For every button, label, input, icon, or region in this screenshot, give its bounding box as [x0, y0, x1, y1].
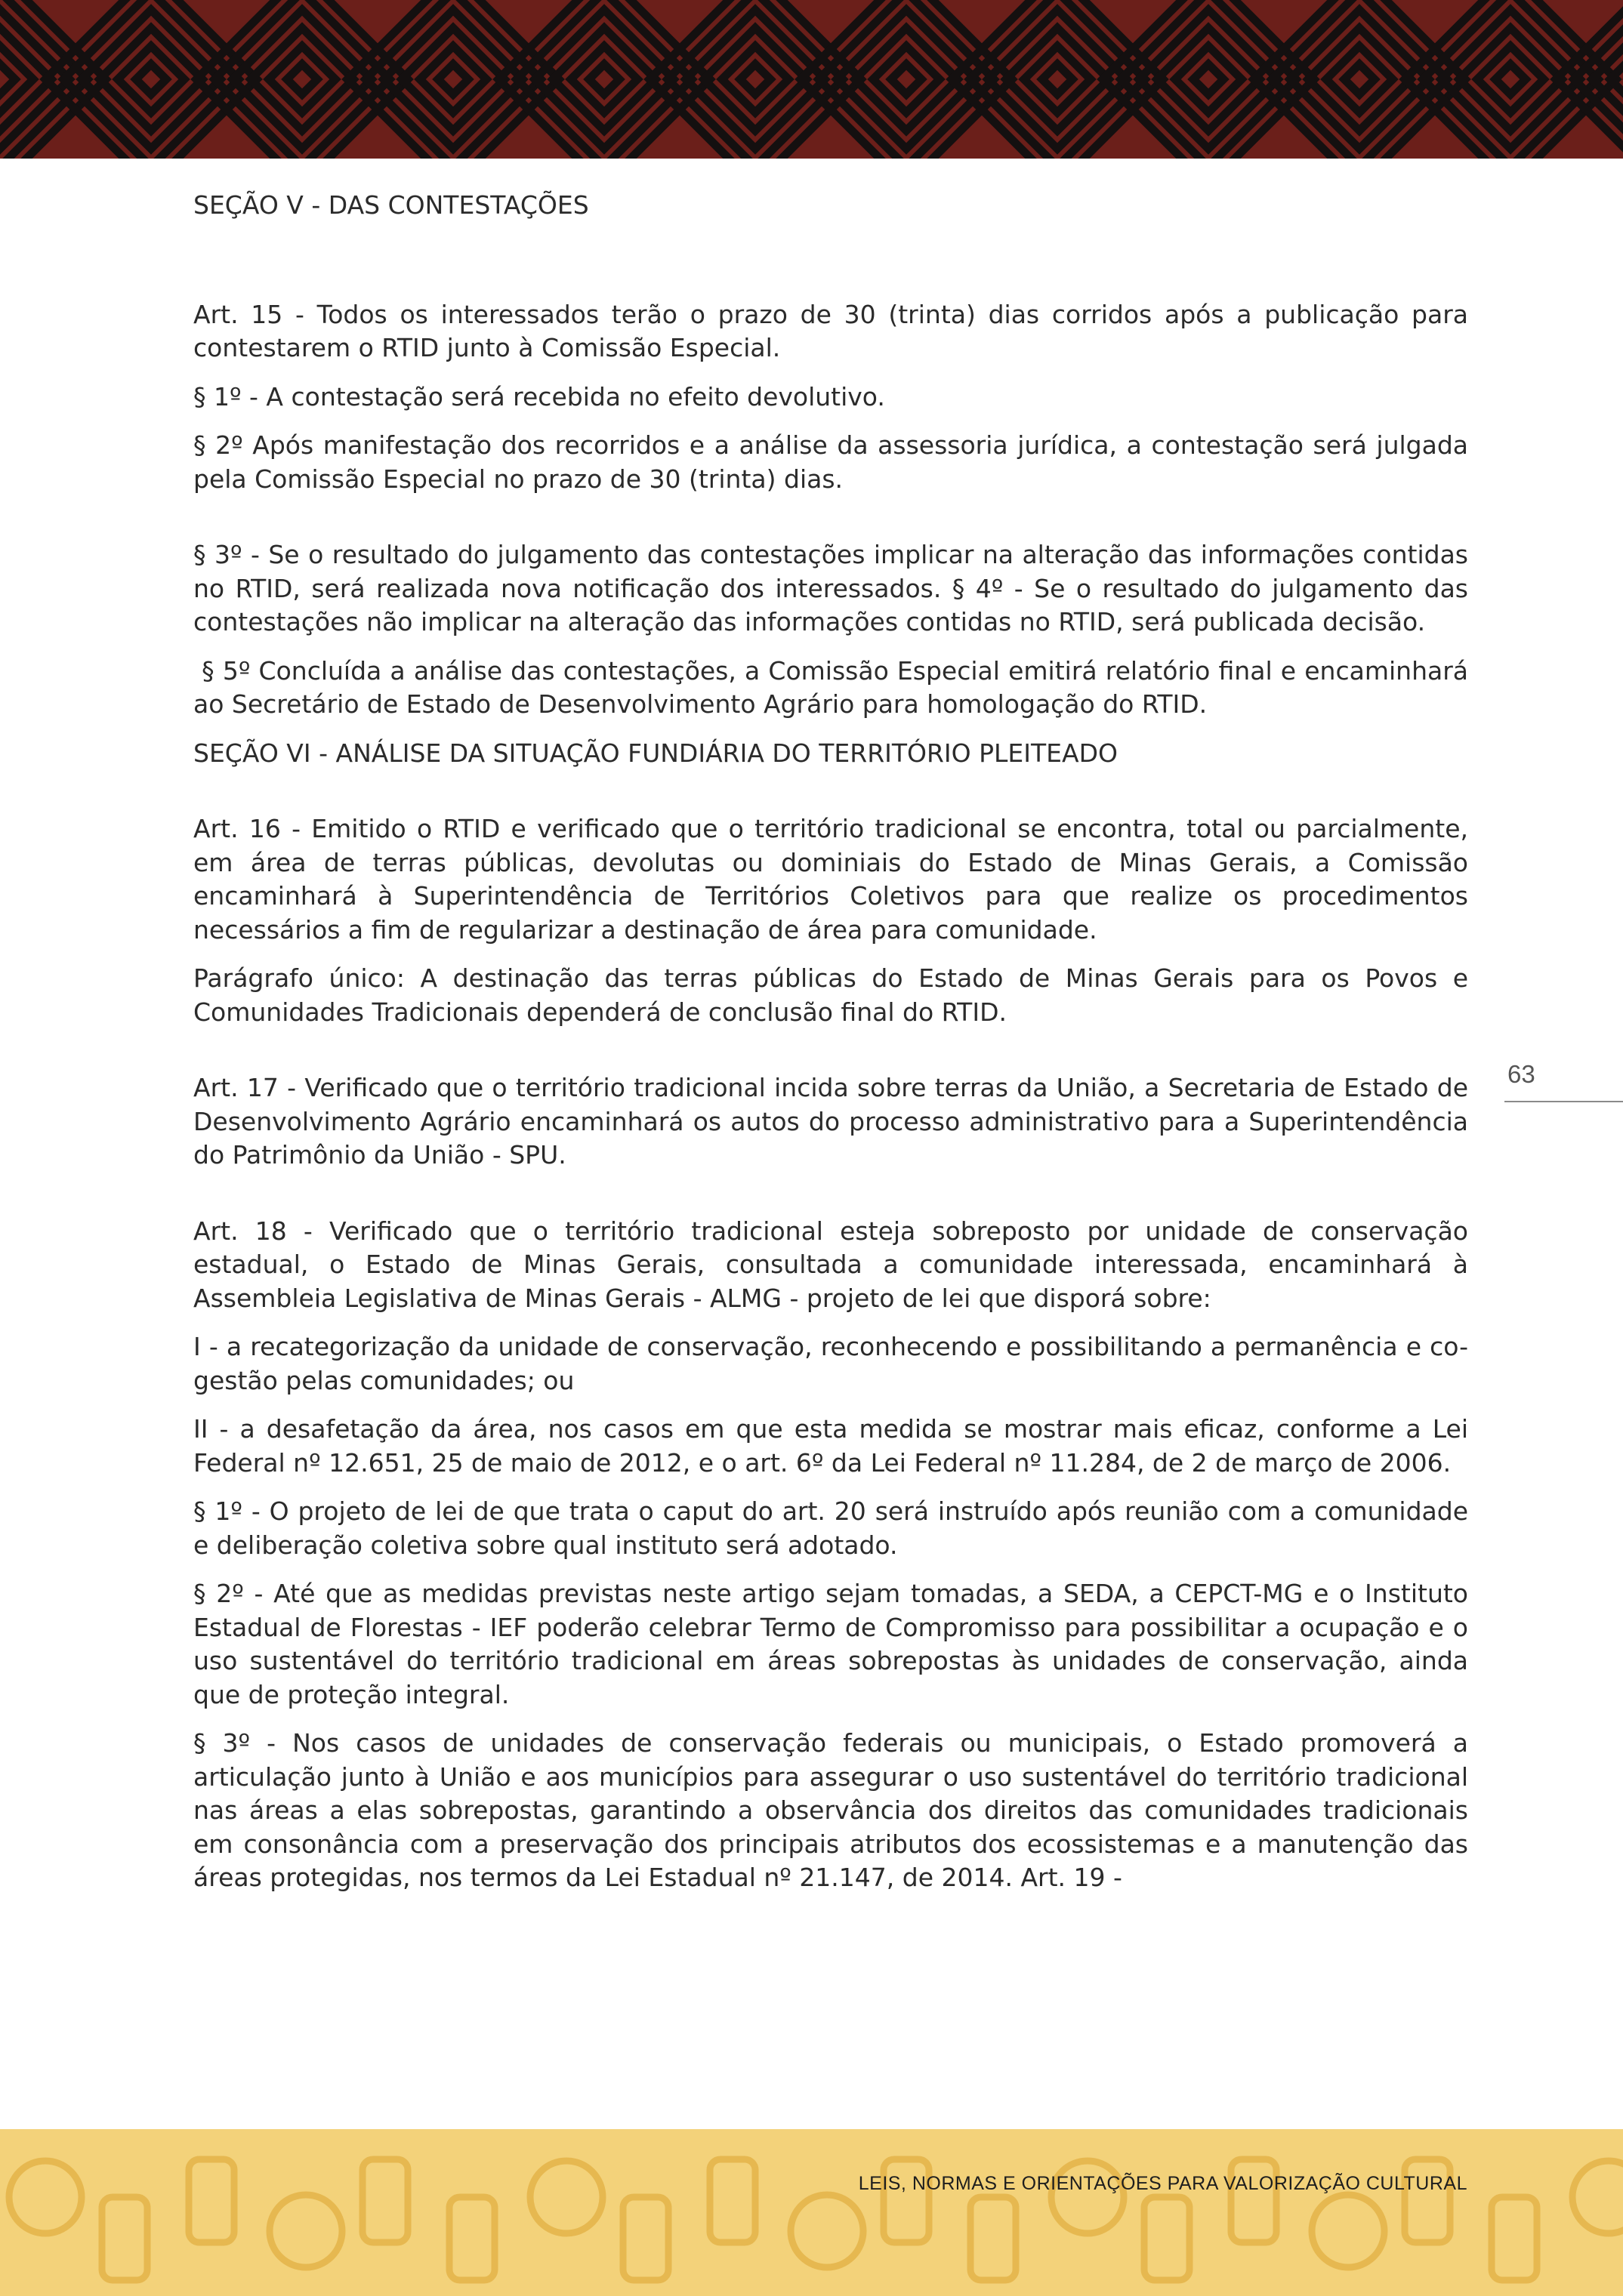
- article-15-paragraph-5: § 5º Concluída a análise das contestações, a Comissão Especial emitirá relatório final e encaminhará ao Secretário de Estado de Desenvolvimento Agrário para homologação do RTID.: [193, 655, 1476, 719]
- footer-glyph-pattern: [0, 2129, 1623, 2296]
- article-18-item-i: I - a recategorização da unidade de conservação, reconhecendo e possibilitando a permanência e co-gestão pelas comunidades; ou: [193, 1332, 1468, 1395]
- article-18: Art. 18 - Verificado que o território tradicional esteja sobreposto por unidade de conservação estadual, o Estado de Minas Gerais, consultada a comunidade interessada, encaminhará à Assembleia Legislativa de Minas Gerais - ALMG - projeto de lei que disporá sobre:: [193, 1216, 1468, 1313]
- document-body: [193, 189, 1476, 1910]
- article-18-paragraph-2: § 2º - Até que as medidas previstas neste artigo sejam tomadas, a SEDA, a CEPCT-MG e o Instituto Estadual de Florestas - IEF poderão celebrar Termo de Compromisso para possibilitar a ocupação e o uso sustentável do território tradicional em áreas sobrepostas às unidades de conservação, ainda que de proteção integral.: [193, 1579, 1468, 1709]
- article-18-paragraph-3: § 3º - Nos casos de unidades de conservação federais ou municipais, o Estado promoverá a articulação junto à União e aos municípios para assegurar o uso sustentável do território tradicional nas áreas a elas sobrepostas, garantindo a observância dos direitos das comunidades tradicionais em consonância com a preservação dos principais atributos dos ecossistemas e a manutenção das áreas protegidas, nos termos da Lei Estadual nº 21.147, de 2014. Art. 19 -: [193, 1728, 1468, 1892]
- article-18-item-ii: II - a desafetação da área, nos casos em que esta medida se mostrar mais eficaz, conforme a Lei Federal nº 12.651, 25 de maio de 2012, e o art. 6º da Lei Federal nº 11.284, de 2 de março de 2006.: [193, 1414, 1468, 1478]
- article-15-paragraph-1: § 1º - A contestação será recebida no efeito devolutivo.: [193, 381, 885, 411]
- article-16: Art. 16 - Emitido o RTID e verificado que o território tradicional se encontra, total ou parcialmente, em área de terras públicas, devolutas ou dominiais do Estado de Minas Gerais, a Comissão encaminhará à Superintendência de Territórios Coletivos para que realize os procedimentos necessários a fim de regularizar a destinação de área para comunidade.: [193, 814, 1468, 945]
- article-16-sole-paragraph: Parágrafo único: A destinação das terras públicas do Estado de Minas Gerais para os Povos e Comunidades Tradicionais dependerá de conclusão final do RTID.: [193, 963, 1468, 1027]
- section-v-heading: SEÇÃO V - DAS CONTESTAÇÕES: [193, 190, 589, 220]
- footer-publication-title: LEIS, NORMAS E ORIENTAÇÕES PARA VALORIZAÇÃO CULTURAL: [858, 2173, 1467, 2194]
- article-17: Art. 17 - Verificado que o território tradicional incida sobre terras da União, a Secretaria de Estado de Desenvolvimento Agrário encaminhará os autos do processo administrativo para a Superintendência do Patrimônio da União - SPU.: [193, 1073, 1468, 1170]
- article-18-paragraph-1: § 1º - O projeto de lei de que trata o caput do art. 20 será instruído após reunião com a comunidade e deliberação coletiva sobre qual instituto será adotado.: [193, 1496, 1468, 1560]
- article-15-paragraph-2: § 2º Após manifestação dos recorridos e a análise da assessoria jurídica, a contestação será julgada pela Comissão Especial no prazo de 30 (trinta) dias.: [193, 430, 1468, 494]
- geometric-pattern-graphic: [0, 0, 1623, 159]
- article-15: Art. 15 - Todos os interessados terão o prazo de 30 (trinta) dias corridos após a publicação para contestarem o RTID junto à Comissão Especial.: [193, 299, 1468, 362]
- footer-pattern-band: [0, 2129, 1623, 2296]
- page-number: 63: [1507, 1060, 1535, 1088]
- header-pattern-band: [0, 0, 1623, 159]
- article-15-paragraph-3-4: § 3º - Se o resultado do julgamento das contestações implicar na alteração das informações contidas no RTID, será realizada nova notificação dos interessados. § 4º - Se o resultado do julgamento das contestações não implicar na alteração das informações contidas no RTID, será publicada decisão.: [193, 540, 1468, 636]
- section-vi-heading: SEÇÃO VI - ANÁLISE DA SITUAÇÃO FUNDIÁRIA DO TERRITÓRIO PLEITEADO: [193, 738, 1118, 768]
- page-number-rule: [1504, 1101, 1623, 1102]
